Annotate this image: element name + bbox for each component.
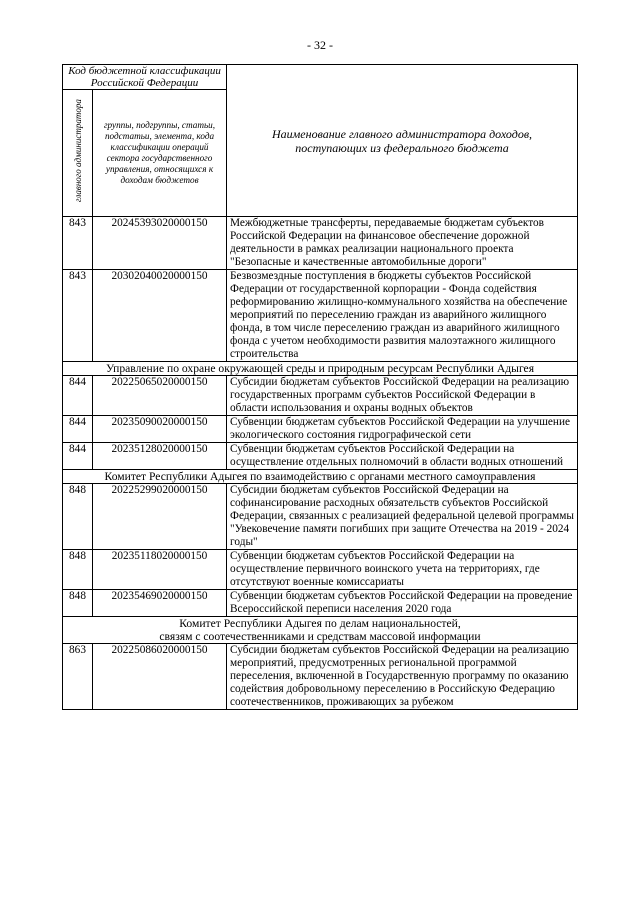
- section-title: Комитет Республики Адыгея по взаимодействию с органами местного самоуправления: [63, 470, 578, 484]
- revenue-name-cell: Субвенции бюджетам субъектов Российской Федерации на осуществление первичного воинского учета на территориях, где отсутствуют военные комиссариаты: [227, 550, 578, 590]
- header-code-group: Код бюджетной классификации Российской Федерации: [63, 65, 227, 90]
- revenue-name-cell: Субсидии бюджетам субъектов Российской Федерации на софинансирование расходных обязательств субъектов Российской Федерации, связанных с реализацией федеральной целевой программы "Увековечение памяти погибших при защите Отечества на 2019 - 2024 годы": [227, 484, 578, 550]
- header-row-top: [63, 65, 578, 90]
- table-row: [63, 644, 578, 710]
- budget-classification-table: [62, 64, 578, 710]
- admin-code-cell: 843: [63, 217, 93, 270]
- table-row: [63, 270, 578, 362]
- table-row: [63, 376, 578, 416]
- budget-code-cell: 20302040020000150: [93, 270, 227, 362]
- admin-code-cell: 848: [63, 484, 93, 550]
- table-row: [63, 550, 578, 590]
- admin-code-cell: 863: [63, 644, 93, 710]
- header-name-column: Наименование главного администратора доходов, поступающих из федерального бюджета: [227, 65, 578, 217]
- budget-code-cell: 20235469020000150: [93, 590, 227, 617]
- budget-code-cell: 20225299020000150: [93, 484, 227, 550]
- revenue-name-cell: Безвозмездные поступления в бюджеты субъектов Российской Федерации от государственной корпорации - Фонда содействия реформированию жилищно-коммунального хозяйства на обеспечение мероприятий по переселению граждан из аварийного жилищного фонда, в том числе переселению граждан из аварийного жилищного фонда с учетом необходимости развития малоэтажного жилищного строительства: [227, 270, 578, 362]
- admin-code-cell: 848: [63, 590, 93, 617]
- budget-code-cell: 20245393020000150: [93, 217, 227, 270]
- section-header-row: [63, 617, 578, 644]
- budget-code-cell: 20235128020000150: [93, 443, 227, 470]
- revenue-name-cell: Субвенции бюджетам субъектов Российской Федерации на проведение Всероссийской переписи населения 2020 года: [227, 590, 578, 617]
- admin-code-cell: 844: [63, 443, 93, 470]
- revenue-name-cell: Субсидии бюджетам субъектов Российской Федерации на реализацию государственных программ субъектов Российской Федерации в области использования и охраны водных объектов: [227, 376, 578, 416]
- admin-code-cell: 848: [63, 550, 93, 590]
- table-body: [63, 217, 578, 710]
- revenue-name-cell: Межбюджетные трансферты, передаваемые бюджетам субъектов Российской Федерации на финансовое обеспечение дорожной деятельности в рамках реализации национального проекта "Безопасные и качественные автомобильные дороги": [227, 217, 578, 270]
- budget-code-cell: 20225086020000150: [93, 644, 227, 710]
- table-row: [63, 590, 578, 617]
- revenue-name-cell: Субвенции бюджетам субъектов Российской Федерации на осуществление отдельных полномочий в области водных отношений: [227, 443, 578, 470]
- table-row: [63, 443, 578, 470]
- budget-code-cell: 20235090020000150: [93, 416, 227, 443]
- header-admin-label: главного администратора: [72, 99, 83, 203]
- admin-code-cell: 843: [63, 270, 93, 362]
- page-number: - 32 -: [307, 38, 333, 52]
- table-row: [63, 217, 578, 270]
- section-header-row: [63, 470, 578, 484]
- section-title: Управление по охране окружающей среды и природным ресурсам Республики Адыгея: [63, 362, 578, 376]
- table-row: [63, 416, 578, 443]
- revenue-name-cell: Субвенции бюджетам субъектов Российской Федерации на улучшение экологического состояния гидрографической сети: [227, 416, 578, 443]
- revenue-name-cell: Субсидии бюджетам субъектов Российской Федерации на реализацию мероприятий, предусмотренных региональной программой переселения, включенной в Государственную программу по оказанию содействия добровольному переселению в Российскую Федерацию соотечественников, проживающих за рубежом: [227, 644, 578, 710]
- section-title: Комитет Республики Адыгея по делам национальностей, связям с соотечественниками и средствам массовой информации: [63, 617, 578, 644]
- budget-code-cell: 20235118020000150: [93, 550, 227, 590]
- admin-code-cell: 844: [63, 416, 93, 443]
- header-code-column: группы, подгруппы, статьи, подстатьи, элемента, кода классификации операций сектора государственного управления, относящихся к доходам бюджетов: [93, 90, 227, 217]
- admin-code-cell: 844: [63, 376, 93, 416]
- budget-code-cell: 20225065020000150: [93, 376, 227, 416]
- header-admin-column: [63, 90, 93, 217]
- table-row: [63, 484, 578, 550]
- section-header-row: [63, 362, 578, 376]
